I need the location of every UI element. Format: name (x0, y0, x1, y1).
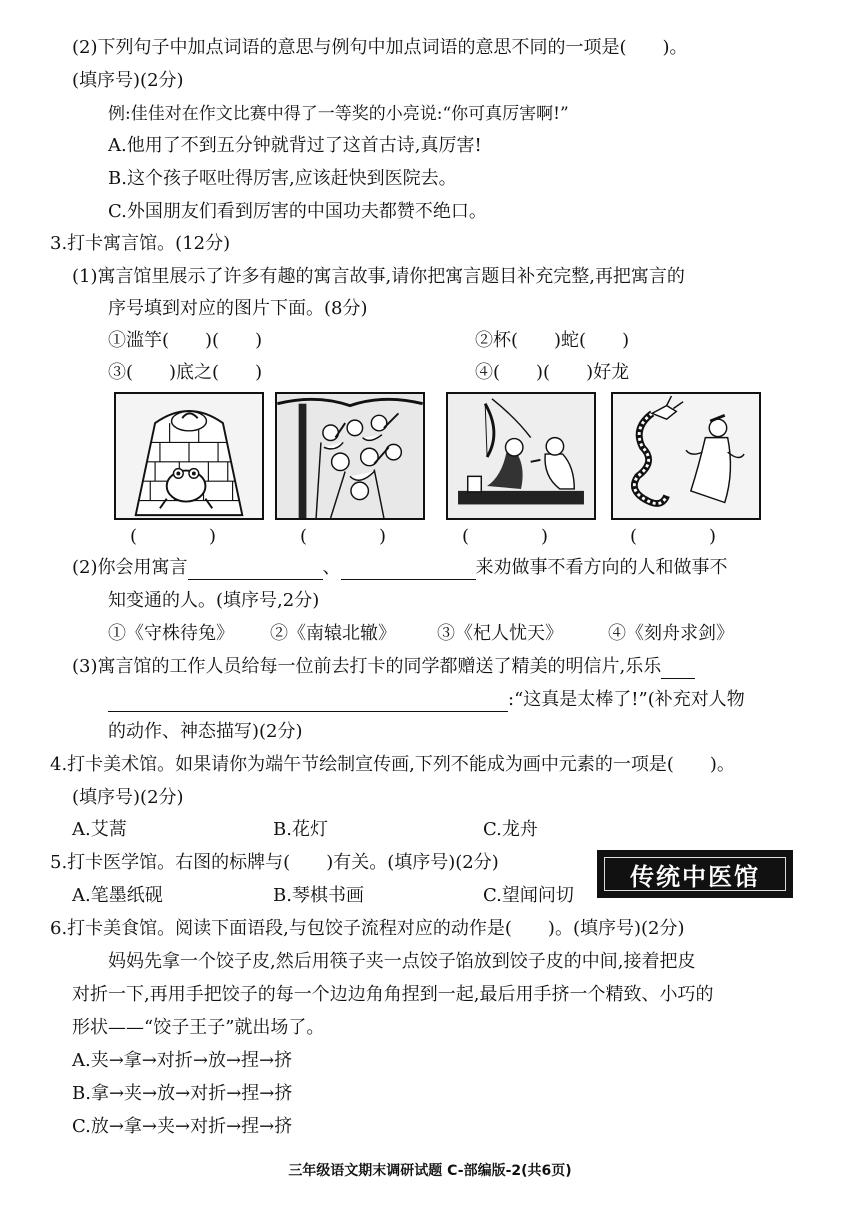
q5-option-a: A.笔墨纸砚 (72, 885, 163, 906)
fable-4: ④( )( )好龙 (475, 362, 630, 383)
clinic-sign-image (597, 850, 793, 898)
fable-2: ②杯( )蛇( ) (475, 330, 630, 351)
answer-blank-4[interactable] (108, 691, 508, 712)
q3-choice-1: ①《守株待兔》 (108, 623, 234, 644)
q3-sub2-line2: 知变通的人。(填序号,2分) (108, 590, 320, 611)
q2-2-option-c: C.外国朋友们看到厉害的中国功夫都赞不绝口。 (108, 201, 487, 222)
q4-option-b: B.花灯 (273, 819, 328, 840)
q4-option-a: A.艾蒿 (72, 819, 127, 840)
q6-para-line2: 对折一下,再用手把饺子的每一个边边角角捏到一起,最后用手挤一个精致、小巧的 (72, 984, 714, 1005)
q3-sub2-sep: 、 (322, 557, 341, 578)
picture-label-4: ( ) (630, 526, 717, 547)
fable-3: ③( )底之( ) (108, 362, 263, 383)
answer-blank-3[interactable] (661, 658, 695, 679)
q5-option-b: B.琴棋书画 (273, 885, 364, 906)
q3-sub2-suffix: 来劝做事不看方向的人和做事不 (475, 557, 728, 578)
q6-option-b: B.拿→夹→放→对折→捏→挤 (72, 1083, 293, 1104)
q3-sub2-line1 (72, 556, 728, 580)
q4-line2: (填序号)(2分) (72, 787, 184, 808)
picture-label-3: ( ) (462, 526, 549, 547)
q5-option-c: C.望闻问切 (483, 885, 574, 906)
picture-label-2: ( ) (300, 526, 387, 547)
yu-players-icon (275, 392, 425, 520)
q2-2-example: 例:佳佳对在作文比赛中得了一等奖的小亮说:“你可真厉害啊!” (108, 104, 569, 124)
q3-sub3-line3: 的动作、神态描写)(2分) (108, 721, 303, 742)
q2-2-line1: (2)下列句子中加点词语的意思与例句中加点词语的意思不同的一项是( )。 (72, 37, 688, 58)
q3-choice-2: ②《南辕北辙》 (270, 623, 396, 644)
q6-para-line3: 形状——“饺子王子”就出场了。 (72, 1017, 325, 1038)
q5-line1: 5.打卡医学馆。右图的标牌与( )有关。(填序号)(2分) (50, 852, 499, 873)
bow-shadow-cup-icon (446, 392, 596, 520)
q6-line1: 6.打卡美食馆。阅读下面语段,与包饺子流程对应的动作是( )。(填序号)(2分) (50, 918, 685, 939)
frog-in-well-icon (114, 392, 264, 520)
q3-title: 3.打卡寓言馆。(12分) (50, 233, 231, 254)
q3-choice-3: ③《杞人忧天》 (437, 623, 563, 644)
q3-sub3-text1: (3)寓言馆的工作人员给每一位前去打卡的同学都赠送了精美的明信片,乐乐 (72, 656, 662, 677)
q6-option-a: A.夹→拿→对折→放→捏→挤 (72, 1050, 293, 1071)
q6-option-c: C.放→拿→夹→对折→捏→挤 (72, 1116, 293, 1137)
answer-blank-2[interactable] (341, 559, 476, 580)
q3-sub3-text2: :“这真是太棒了!”(补充对人物 (508, 689, 745, 710)
q3-sub3-line2 (108, 688, 745, 712)
clinic-sign-text: 传统中医馆 (630, 862, 760, 891)
q6-para-line1: 妈妈先拿一个饺子皮,然后用筷子夹一点饺子馅放到饺子皮的中间,接着把皮 (108, 951, 696, 972)
q3-sub1-line2: 序号填到对应的图片下面。(8分) (108, 298, 368, 319)
q3-choice-4: ④《刻舟求剑》 (608, 623, 734, 644)
q4-line1: 4.打卡美术馆。如果请你为端午节绘制宣传画,下列不能成为画中元素的一项是( )。 (50, 754, 735, 775)
q2-2-option-b: B.这个孩子呕吐得厉害,应该赶快到医院去。 (108, 168, 457, 189)
q2-2-option-a: A.他用了不到五分钟就背过了这首古诗,真厉害! (108, 135, 482, 156)
picture-label-1: ( ) (130, 526, 217, 547)
fable-1: ①滥竽( )( ) (108, 330, 263, 351)
q3-sub2-prefix: (2)你会用寓言 (72, 557, 188, 578)
q4-option-c: C.龙舟 (483, 819, 538, 840)
q2-2-line2: (填序号)(2分) (72, 70, 184, 91)
q3-sub3-line1 (72, 655, 695, 679)
q3-sub1-line1: (1)寓言馆里展示了许多有趣的寓言故事,请你把寓言题目补充完整,再把寓言的 (72, 266, 685, 287)
answer-blank-1[interactable] (188, 559, 323, 580)
dragon-icon (611, 392, 761, 520)
page-footer: 三年级语文期末调研试题 C-部编版-2(共6页) (288, 1163, 572, 1179)
